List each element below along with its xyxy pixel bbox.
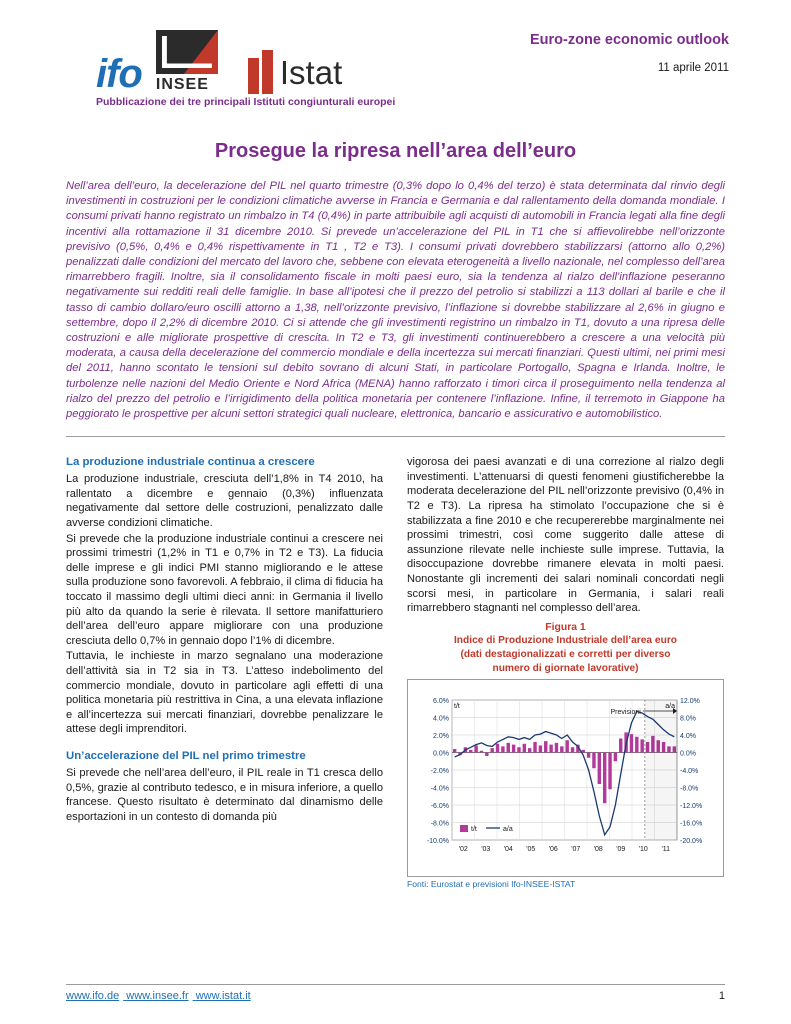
publication-subtitle: Pubblicazione dei tre principali Istituti congiunturali europei: [96, 96, 396, 108]
page-title: Prosegue la ripresa nell’area dell’euro: [214, 140, 577, 162]
insee-logo: [156, 30, 234, 94]
footer-links[interactable]: [66, 990, 255, 1002]
istat-logo: [248, 50, 342, 94]
figure-label: Figura 1: [545, 621, 586, 633]
svg-text:'11: '11: [661, 845, 671, 853]
svg-text:6.0%: 6.0%: [433, 697, 449, 705]
insee-mark-icon: [156, 30, 218, 74]
svg-text:-10.0%: -10.0%: [426, 837, 449, 845]
body-columns: [62, 455, 729, 889]
svg-text:a/a: a/a: [665, 702, 675, 710]
svg-text:2.0%: 2.0%: [433, 732, 449, 740]
right-column: [407, 455, 724, 889]
divider: [66, 436, 725, 437]
page-footer: [62, 984, 729, 1002]
istat-logo-label: Istat: [279, 53, 343, 91]
svg-text:'07: '07: [571, 845, 581, 853]
svg-text:t/t: t/t: [471, 825, 477, 833]
svg-text:8.0%: 8.0%: [680, 715, 696, 723]
left-column: [66, 455, 383, 889]
svg-text:4.0%: 4.0%: [680, 732, 696, 740]
abstract-text: Nell’area dell’euro, la decelerazione del PIL nel quarto trimestre (0,3% dopo lo 0,4% del terzo) è stata determinata dal rinvio degli investimenti in costruzioni per le condizioni climatiche avverse in Francia e Germania e dal rallentamento della domanda mondiale. I consumi privati hanno registrato un rimbalzo in T4 (0,4%) in parte attribuibile agli acquisti di automobili in Francia legati alla fine degli incentivi alla rottamazione il 31 dicembre 2010. Si prevede un’accelerazione del PIL in T1 che si affievolirebbe nell’orizzonte previsivo (0,5%, 0,4% e 0,4% rispettivamente in T1 , T2 e T3). I consumi privati dovrebbero stabilizzarsi (attorno allo 0,2%) penalizzati dalle condizioni del mercato del lavoro che, sebbene con elevata eterogeneità a livello nazionale, nel complesso dell’area rimarrebbero fragili. Inoltre, sia il consolidamento fiscale in molti paesi euro, sia la tendenza al rialzo dell’inflazione peseranno negativamente sui redditi reali delle famiglie. In base all’ipotesi che il prezzo del petrolio si stabilizzi a 113 dollari al barile e che il tasso di cambio dollaro/euro oscilli attorno a 1,38, nell’orizzonte previsivo, l’inflazione si dovrebbe stabilizzare al 2,6% in giugno e settembre, dopo il 2,2% di dicembre 2010. Ci si attende che gli investimenti registrino un rimbalzo in T1, dovuto a una ripresa delle costruzioni e alle migliorate prospettive di crescita. In T2 e T3, gli investimenti continuerebbero a crescere a una velocità più moderata, a causa della decelerazione del commercio mondiale e della incertezza sui mercati finanziari. Questi ultimi, nei primi mesi del 2011, hanno scontato le tensioni sul debito sovrano di alcuni Stati, in particolare Portogallo, Spagna e Irlanda. Inoltre, le turbolenze nelle nazioni del Medio Oriente e Nord Africa (MENA) hanno rafforzato i timori circa il proseguimento nella tendenza al rialzo del prezzo del petrolio e l’irrigidimento della politica monetaria per contenere l’inflazione. Infine, il terremoto in Giappone ha peggiorato le prospettive per alcuni settori strategici quali nucleare, elettronica, bancario e assicurativo e automobilistico.: [66, 180, 725, 421]
svg-text:-2.0%: -2.0%: [430, 767, 449, 775]
svg-text:-4.0%: -4.0%: [430, 785, 449, 793]
svg-text:4.0%: 4.0%: [433, 715, 449, 723]
logo-group: [96, 30, 342, 94]
link-istat[interactable]: www.istat.it: [195, 990, 251, 1002]
svg-text:a/a: a/a: [503, 825, 513, 833]
svg-text:-20.0%: -20.0%: [680, 837, 703, 845]
paragraph: La produzione industriale, cresciuta dell’1,8% in T4 2010, ha rallentato a dicembre e gennaio (0,3%) influenzata negativamente dal settore delle costruzioni, penalizzato dalle avverse condizioni climatiche.: [66, 473, 383, 530]
svg-text:'08: '08: [593, 845, 603, 853]
paragraph: Tuttavia, le inchieste in marzo segnalano una moderazione dell’attività sia in T2 sia in T3. L’atteso indebolimento del commercio mondiale, dovuto in particolare agli effetti di una politica monetaria più restrittiva in Cina, a una elevata inflazione e all’incertezza sui mercati finanziari, dovrebbe penalizzare le attese degli imprenditori.: [66, 650, 383, 736]
industrial-production-chart: [414, 686, 719, 872]
svg-text:'04: '04: [503, 845, 513, 853]
svg-text:-8.0%: -8.0%: [680, 785, 699, 793]
footer-divider: [66, 984, 725, 985]
figure-source: Fonti: Eurostat e previsioni Ifo-INSEE-ISTAT: [407, 878, 576, 889]
svg-text:'10: '10: [638, 845, 648, 853]
svg-text:-6.0%: -6.0%: [430, 802, 449, 810]
section-heading-gdp-acceleration: Un’accelerazione del PIL nel primo trimestre: [66, 749, 306, 762]
insee-logo-label: INSEE: [155, 76, 209, 93]
link-ifo[interactable]: www.ifo.de: [66, 990, 120, 1002]
outlook-title: Euro-zone economic outlook: [530, 32, 729, 48]
paragraph: Si prevede che nell’area dell’euro, il PIL reale in T1 cresca dello 0,5%, grazie al contributo tedesco, e in misura inferiore, a quello francese. Questo risultato è determinato dal dinamismo delle esportazioni in un contesto di domanda più: [66, 766, 383, 823]
section-heading-industrial-production: La produzione industriale continua a crescere: [66, 456, 315, 469]
header-right: [399, 32, 729, 74]
svg-text:12.0%: 12.0%: [680, 697, 700, 705]
svg-text:'09: '09: [616, 845, 626, 853]
chart-container: [407, 679, 724, 877]
svg-text:-4.0%: -4.0%: [680, 767, 699, 775]
svg-text:-8.0%: -8.0%: [430, 820, 449, 828]
publication-date: 11 aprile 2011: [657, 62, 729, 74]
figure-title-line2: (dati destagionalizzati e corretti per diverso: [460, 648, 671, 660]
svg-text:0.0%: 0.0%: [680, 750, 696, 758]
page-header: [62, 0, 729, 118]
svg-text:'06: '06: [548, 845, 558, 853]
svg-text:0.0%: 0.0%: [433, 750, 449, 758]
svg-text:'02: '02: [458, 845, 468, 853]
svg-text:Previsioni: Previsioni: [610, 708, 641, 716]
svg-text:t/t: t/t: [454, 702, 460, 710]
svg-text:'03: '03: [481, 845, 491, 853]
istat-bars-icon: [248, 50, 273, 94]
svg-text:-16.0%: -16.0%: [680, 820, 703, 828]
paragraph: Si prevede che la produzione industriale continui a crescere nei prossimi trimestri (1,2% in T1 e 0,7% in T2 e T3). La fiducia delle imprese e gli indici PMI stanno migliorando e le attese sulla produzione sono favorevoli. A febbraio, il clima di fiducia ha toccato il massimo degli ultimi dieci anni: in Germania il livello più alto da quando la serie è rilevata. Il settore manifatturiero dell’area dell’euro appare migliorare con una produzione cresciuta dello 0,7% in gennaio dopo l’1% di dicembre.: [66, 532, 383, 647]
ifo-logo: ifo: [96, 52, 142, 96]
svg-text:'05: '05: [526, 845, 536, 853]
svg-text:-12.0%: -12.0%: [680, 802, 703, 810]
page-number: 1: [718, 990, 725, 1002]
figure-title-line3: numero di giornate lavorative): [492, 662, 639, 674]
figure-1: [407, 622, 724, 889]
paragraph: vigorosa dei paesi avanzati e di una correzione al rialzo degli investimenti. L’attenuarsi di questi fenomeni giustificherebbe la moderata decelerazione del PIL nell’orizzonte previsivo (0,4% in T2 e T3). La ripresa ha stimolato l’occupazione che si è stabilizzata a fine 2010 e che recupererebbe marginalmente nei prossimi trimestri, così come suggerito dalle attese di assunzione rilevate nelle inchieste sulle imprese. Tuttavia, la disoccupazione dovrebbe rimanere elevata in molti paesi. Nonostante gli incrementi dei salari nominali concordati negli scorsi mesi, in particolare in Germania, i salari reali rimarrebbero stagnanti nel complesso dell’area.: [407, 456, 724, 615]
link-insee[interactable]: www.insee.fr: [126, 990, 189, 1002]
figure-title-line1: Indice di Produzione Industriale dell’area euro: [453, 634, 678, 646]
